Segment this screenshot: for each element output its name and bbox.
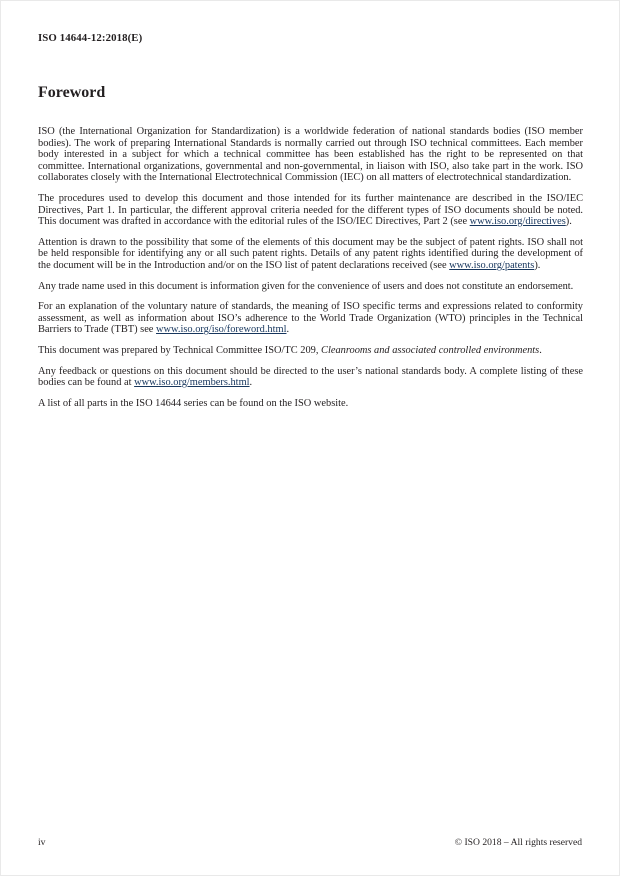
paragraph <box>38 301 583 336</box>
text-segment: This document was prepared by Technical Committee ISO/TC 209, <box>38 344 322 356</box>
text-segment: . <box>539 344 542 356</box>
text-segment: Attention is drawn to the possibility that some of the elements of this document may be the subject of patent rights. ISO shall not be held responsible for identifying any or all such patent rights. Details of any patent rights identified during the development of the document will be in the Introduction and/or on the ISO list of patent declarations received (see <box>38 236 583 271</box>
foreword-section <box>38 84 583 418</box>
text-segment: Any feedback or questions on this document should be directed to the user’s national standards body. A complete listing of these bodies can be found at <box>38 365 583 389</box>
foreword-paragraphs <box>38 126 583 409</box>
text-segment: Any trade name used in this document is information given for the convenience of users and does not constitute an endorsement. <box>38 280 574 292</box>
page-title: Foreword <box>38 84 106 101</box>
paragraph <box>38 366 583 389</box>
paragraph <box>38 281 583 293</box>
hyperlink[interactable]: www.iso.org/directives <box>469 216 566 228</box>
paragraph <box>38 398 583 410</box>
document-reference-header: ISO 14644-12:2018(E) <box>38 32 143 44</box>
text-segment: The procedures used to develop this document and those intended for its further maintenance are described in the ISO/IEC Directives, Part 1. In particular, the different approval criteria needed for the different types of ISO documents should be noted. This document was drafted in accordance with the editorial rules of the ISO/IEC Directives, Part 2 (see <box>38 192 583 228</box>
page-number: iv <box>38 837 46 848</box>
text-segment: ). <box>534 259 541 271</box>
paragraph <box>38 193 583 228</box>
text-segment: ). <box>565 216 572 228</box>
text-segment: . <box>286 324 290 336</box>
text-segment: ISO (the International Organization for Standardization) is a worldwide federation of national standards bodies (ISO member bodies). The work of preparing International Standards is normally carried out through ISO technical committees. Each member body interested in a subject for which a technical committee has been established has the right to be represented on that committee. International organizations, governmental and non-governmental, in liaison with ISO, also take part in the work. ISO collaborates closely with the International Electrotechnical Commission (IEC) on all matters of electrotechnical standardization. <box>38 126 583 184</box>
text-segment: A list of all parts in the ISO 14644 series can be found on the ISO website. <box>38 397 349 409</box>
page-footer <box>38 837 582 848</box>
paragraph <box>38 345 583 357</box>
paragraph <box>38 126 583 184</box>
hyperlink[interactable]: www.iso.org/members.html <box>134 377 250 389</box>
paragraph <box>38 237 583 272</box>
hyperlink[interactable]: www.iso.org/patents <box>449 259 535 271</box>
copyright-notice: © ISO 2018 – All rights reserved <box>454 837 582 848</box>
hyperlink[interactable]: www.iso.org/iso/foreword.html <box>156 324 287 336</box>
text-segment: For an explanation of the voluntary nature of standards, the meaning of ISO specific terms and expressions related to conformity assessment, as well as information about ISO’s adherence to the World Trade Organization (WTO) principles in the Technical Barriers to Trade (TBT) see <box>38 301 583 336</box>
text-segment: . <box>249 377 253 389</box>
text-segment: Cleanrooms and associated controlled environments <box>321 344 540 356</box>
